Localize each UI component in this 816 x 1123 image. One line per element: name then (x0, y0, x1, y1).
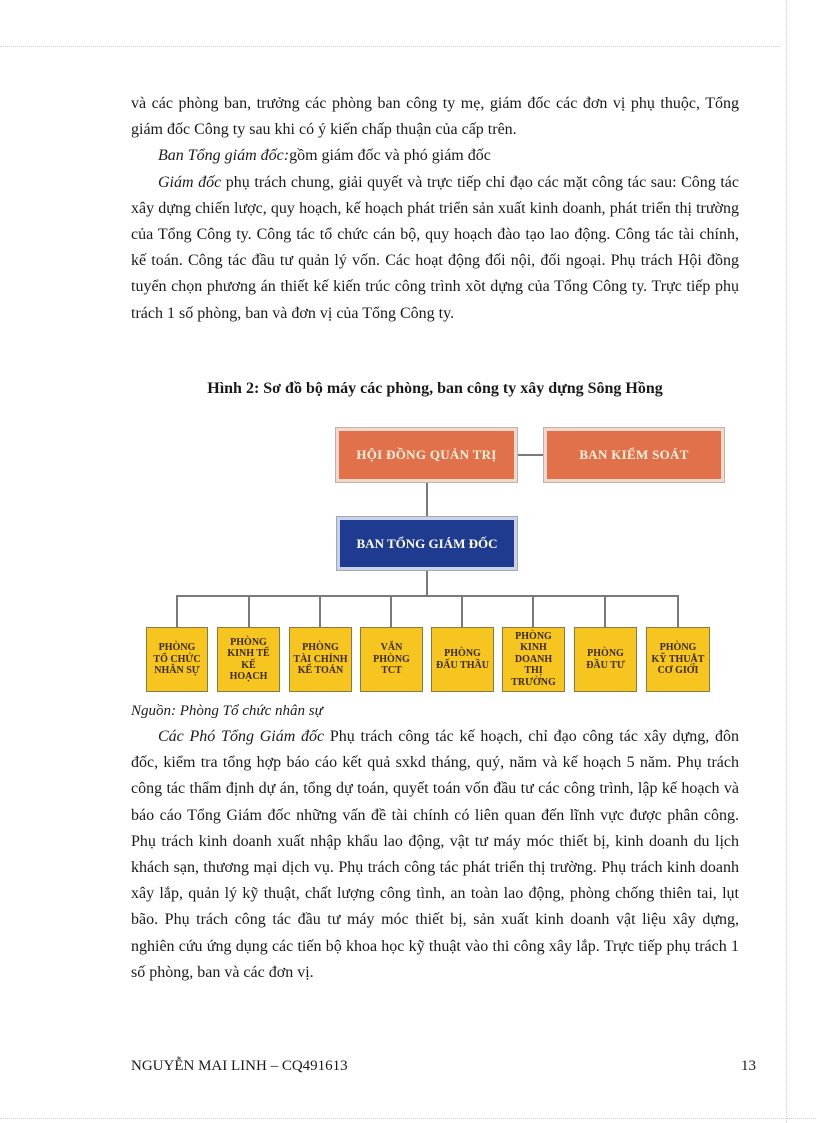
right-dotted-rule (786, 0, 787, 1123)
figure-caption: Hình 2: Sơ đồ bộ máy các phòng, ban công ty xây dựng Sông Hồng (207, 380, 663, 397)
department-box: PHÒNG KINH TẾ KẾ HOẠCH (217, 627, 280, 692)
body-text-bottom (131, 724, 739, 986)
supervisory-board-box: BAN KIỂM SOÁT (544, 428, 724, 482)
term-executive-board: Ban Tổng giám đốc: (158, 147, 290, 165)
dept-drop-3 (319, 595, 321, 627)
dept-drop-8 (677, 595, 679, 627)
term-deputy-directors: Các Phó Tổng Giám đốc (158, 728, 325, 745)
department-box: PHÒNG TỔ CHỨC NHÂN SỰ (146, 627, 208, 692)
bottom-dotted-rule (0, 1118, 816, 1119)
department-box: PHÒNG ĐẤU THẦU (431, 627, 494, 692)
text-executive-board: gồm giám đốc và phó giám đốc (289, 147, 491, 165)
department-box: VĂN PHÒNG TCT (360, 627, 423, 692)
dept-drop-4 (390, 595, 392, 627)
paragraph-continuation: và các phòng ban, trưởng các phòng ban công ty mẹ, giám đốc các đơn vị phụ thuộc, Tổng giám đốc Công ty sau khi có ý kiến chấp thuận của cấp trên. (131, 95, 739, 139)
paragraph-deputy-directors (131, 724, 739, 986)
board-of-directors-box: HỘI ĐỒNG QUẢN TRỊ (336, 428, 517, 482)
connector-board-to-supervisory (517, 454, 544, 456)
page-number: 13 (741, 1058, 756, 1074)
connector-board-to-executive (426, 482, 428, 518)
dept-drop-2 (248, 595, 250, 627)
term-director: Giám đốc (158, 173, 222, 191)
department-box: PHÒNG KINH DOANH THỊ TRƯỜNG (502, 627, 565, 692)
department-box: PHÒNG KỸ THUẬT CƠ GIỚI (646, 627, 710, 692)
top-dotted-rule (0, 46, 780, 47)
dept-drop-1 (176, 595, 178, 627)
connector-executive-to-bus (426, 570, 428, 596)
executive-board-box: BAN TỔNG GIÁM ĐỐC (337, 517, 517, 570)
figure-source: Nguồn: Phòng Tổ chức nhân sự (131, 703, 323, 719)
paragraph-executive-board (131, 143, 739, 169)
footer-author: NGUYỄN MAI LINH – CQ491613 (131, 1058, 348, 1074)
paragraph-director (131, 170, 739, 327)
department-box: PHÒNG ĐẦU TƯ (574, 627, 637, 692)
text-deputy-directors: Phụ trách công tác kế hoạch, chỉ đạo công tác xây dựng, đôn đốc, kiểm tra tổng hợp báo cáo kết quả sxkd tháng, quý, năm và kế hoạch 5 năm. Phụ trách công tác thẩm định dự án, tổng dự toán, quyết toán vốn đầu tư các công trình, lập kế hoạch và báo cáo Tổng Giám đốc những vấn đề tài chính có liên quan đến lĩnh vực được phân công. Phụ trách kinh doanh xuất nhập khẩu lao động, vật tư máy móc thiết bị, kinh doanh du lịch khách sạn, thương mại dịch vụ. Phụ trách công tác phát triển thị trường. Phụ trách kinh doanh xây lắp, quản lý kỹ thuật, chất lượng công tình, an toàn lao động, phòng chống thiên tai, lụt bão. Phụ trách công tác đầu tư máy móc thiết bị, sản xuất kinh doanh vật liệu xây dựng, nghiên cứu ứng dụng các tiến bộ khoa học kỹ thuật vào thi công xây lắp. Trực tiếp phụ trách 1 số phòng, ban và các đơn vị. (131, 728, 739, 981)
body-text-top (131, 91, 739, 327)
dept-drop-6 (532, 595, 534, 627)
dept-drop-5 (461, 595, 463, 627)
department-bus (176, 595, 679, 597)
text-director: phụ trách chung, giải quyết và trực tiếp chỉ đạo các mặt công tác sau: Công tác xây dựng chiến lược, quy hoạch, kế hoạch phát triển sản xuất kinh doanh, phát triển thị trường của Tổng Công ty. Công tác tổ chức cán bộ, quy hoạch đào tạo lao động. Công tác tài chính, kế toán. Công tác đầu tư quản lý vốn. Các hoạt động đối nội, đối ngoại. Phụ trách Hội đồng tuyển chọn phương án thiết kế kiến trúc công trình xõt dựng của Tổng Công ty. Trực tiếp phụ trách 1 số phòng, ban và đơn vị của Tổng Công ty. (131, 173, 740, 322)
dept-drop-7 (604, 595, 606, 627)
department-box: PHÒNG TÀI CHÍNH KẾ TOÁN (289, 627, 352, 692)
